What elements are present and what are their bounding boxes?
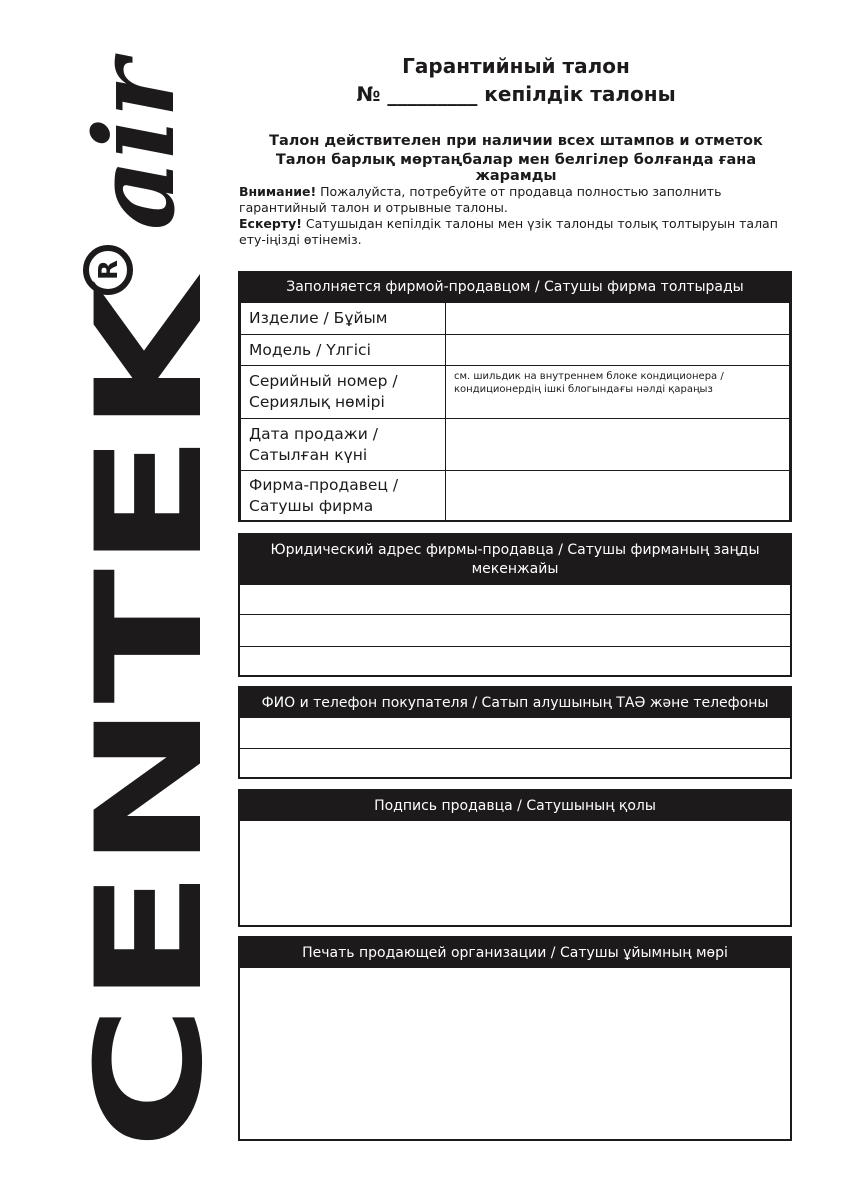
product-label: Изделие / Бұйым bbox=[241, 303, 446, 335]
model-label: Модель / Үлгісі bbox=[241, 335, 446, 366]
address-section bbox=[238, 533, 792, 677]
table-row-seller-firm bbox=[241, 471, 790, 521]
buyer-section bbox=[238, 686, 792, 779]
serial-label: Серийный номер / Сериялық нөмірі bbox=[241, 366, 446, 419]
coupon-number-line: № _________ кепілдік талоны bbox=[356, 82, 676, 106]
table-row-product bbox=[241, 303, 790, 335]
product-field[interactable] bbox=[446, 303, 790, 335]
notice-kz-label: Ескерту! bbox=[239, 216, 302, 231]
notice-ru-label: Внимание! bbox=[239, 184, 317, 199]
serial-field[interactable]: см. шильдик на внутреннем блоке кондиционера / кондиционердің ішкі блогындағы нәлді қараңыз bbox=[446, 366, 790, 419]
buyer-line-1[interactable] bbox=[240, 718, 790, 748]
air-script bbox=[70, 53, 199, 230]
svg-text:air: air bbox=[70, 58, 199, 230]
stamp-section-header: Печать продающей организации / Сатушы ұйымның мөрі bbox=[240, 938, 790, 968]
notice bbox=[239, 184, 799, 248]
signature-section-header: Подпись продавца / Сатушының қолы bbox=[240, 791, 790, 821]
address-section-header: Юридический адрес фирмы-продавца / Сатушы фирманың заңды мекенжайы bbox=[240, 535, 790, 585]
address-line-2[interactable] bbox=[240, 614, 790, 646]
buyer-line-2[interactable] bbox=[240, 748, 790, 778]
notice-ru bbox=[239, 184, 799, 216]
validity-note-ru: Талон действителен при наличии всех штампов и отметок bbox=[269, 133, 763, 149]
sale-date-label: Дата продажи / Сатылған күні bbox=[241, 419, 446, 471]
seller-firm-field[interactable] bbox=[446, 471, 790, 521]
table-row-serial bbox=[241, 366, 790, 419]
buyer-section-header: ФИО и телефон покупателя / Сатып алушының ТАӘ және телефоны bbox=[240, 688, 790, 718]
validity-note-kz: Талон барлық мөртаңбалар мен белгілер болғанда ғана жарамды bbox=[275, 152, 757, 184]
notice-kz bbox=[239, 216, 799, 248]
sale-date-field[interactable] bbox=[446, 419, 790, 471]
stamp-area[interactable] bbox=[240, 968, 790, 1139]
address-line-1[interactable] bbox=[240, 585, 790, 614]
svg-text:R: R bbox=[94, 259, 124, 281]
model-field[interactable] bbox=[446, 335, 790, 366]
svg-text:CENTEK: CENTEK bbox=[65, 508, 235, 1150]
centek-air-logo bbox=[48, 40, 235, 1180]
notice-kz-text: Сатушыдан кепілдік талоны мен үзік талонды толық толтыруын талап ету-іңізді өтінеміз. bbox=[239, 216, 778, 247]
signature-area[interactable] bbox=[240, 821, 790, 925]
page-title: Гарантийный талон bbox=[402, 54, 630, 78]
centek-wordmark bbox=[65, 273, 235, 1150]
notice-ru-text: Пожалуйста, потребуйте от продавца полностью заполнить гарантийный талон и отрывные талоны. bbox=[239, 184, 722, 215]
table-row-model bbox=[241, 335, 790, 366]
table-row-sale-date bbox=[241, 419, 790, 471]
signature-section bbox=[238, 789, 792, 927]
address-line-3[interactable] bbox=[240, 646, 790, 675]
stamp-section bbox=[238, 936, 792, 1141]
seller-table bbox=[240, 302, 790, 521]
seller-section-header: Заполняется фирмой-продавцом / Сатушы фирма толтырады bbox=[240, 273, 790, 302]
seller-section bbox=[238, 271, 792, 522]
seller-firm-label: Фирма-продавец / Сатушы фирма bbox=[241, 471, 446, 521]
